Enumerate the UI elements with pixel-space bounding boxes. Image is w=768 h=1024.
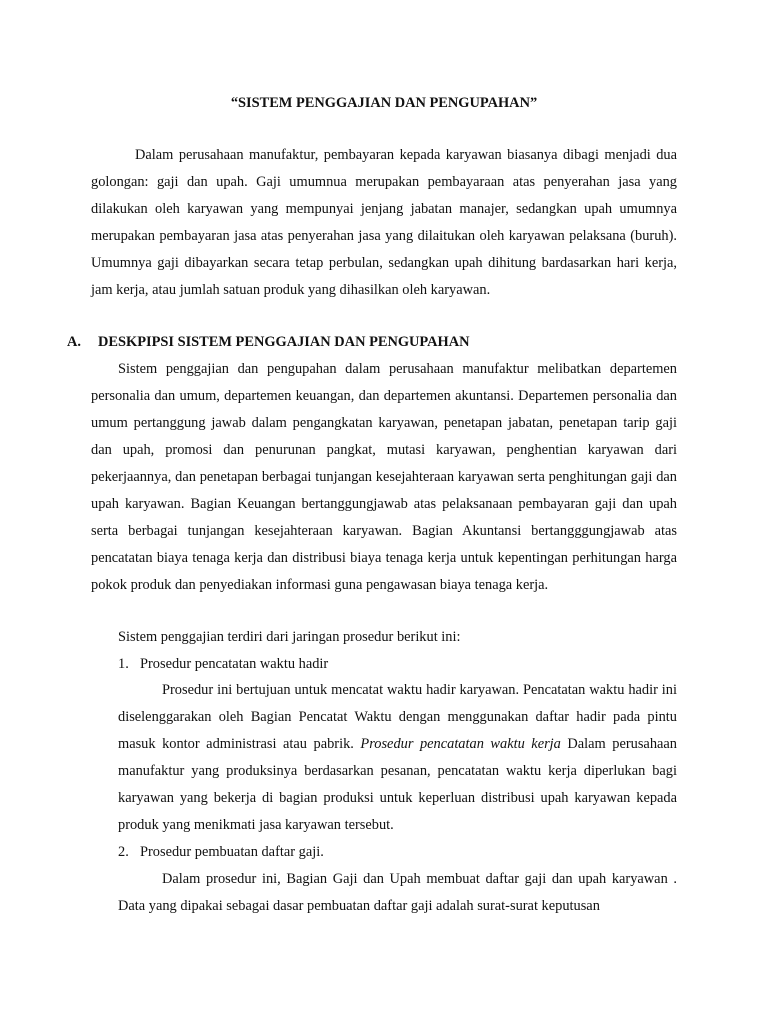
list-item-1-number: 1. [118, 656, 129, 672]
list-item-1-heading [118, 654, 328, 674]
list-item-1-text-before: Prosedur ini bertujuan untuk mencatat waktu hadir karyawan. Pencatatan waktu hadir ini diselenggarakan oleh Bagian Pencatat Waktu dengan menggunakan daftar hadir pada pintu masuk kontor administrasi atau pabrik. [118, 682, 677, 752]
list-item-1-italic-text: Prosedur pencatatan waktu kerja [360, 736, 561, 752]
intro-paragraph: Dalam perusahaan manufaktur, pembayaran kepada karyawan biasanya dibagi menjadi dua golongan: gaji dan upah. Gaji umumnua merupakan pembayaraan atas penyerahan jasa yang dilakukan oleh karyawan yang mempunyai jenjang jabatan manajer, sedangkan upah umumnya merupakan pembayaran jasa atas penyerahan jasa yang dilaitukan oleh karyawan pelaksana (buruh). Umumnya gaji dibayarkan secara tetap perbulan, sedangkan upah dihitung bardasarkan hari kerja, jam kerja, atau jumlah satuan produk yang dihasilkan oleh karyawan. [91, 147, 677, 298]
list-item-1-label: Prosedur pencatatan waktu hadir [140, 656, 329, 672]
list-item-2-heading [118, 842, 324, 862]
list-item-1-paragraph [118, 677, 677, 839]
document-title: “SISTEM PENGGAJIAN DAN PENGUPAHAN” [230, 95, 538, 111]
list-item-1-text-after: Dalam perusahaan manufaktur yang produksinya berdasarkan pesanan, pencatatan waktu kerja diperlukan bagi karyawan yang bekerja di bagian produksi untuk keperluan distribusi upah karyawan kepada produk yang menikmati jasa karyawan tersebut. [118, 736, 677, 833]
section-a-paragraph-2: Sistem penggajian terdiri dari jaringan prosedur berikut ini: [118, 629, 461, 645]
section-a-paragraph-1: Sistem penggajian dan pengupahan dalam perusahaan manufaktur melibatkan departemen personalia dan umum, departemen keuangan, dan departemen akuntansi. Departemen personalia dan umum pertanggung jawab dalam pengangkatan karyawan, penetapan jabatan, penetapan tarip gaji dan upah, promosi dan penurunan pangkat, mutasi karyawan, penghentian karyawan dari pekerjaannya, dan penetapan berbagai tunjangan kesejahteraan karyawan serta penghitungan gaji dan upah karyawan. Bagian Keuangan bertanggungjawab atas pelaksanaan pembayaran gaji dan upah serta berbagai tunjangan kesejahteraan karyawan. Bagian Akuntansi bertangggungjawab atas pencatatan biaya tenaga kerja dan distribusi biaya tenaga kerja untuk kepentingan perhitungan harga pokok produk dan penyediakan informasi guna pengawasan biaya tenaga kerja. [91, 361, 677, 593]
section-a-marker: A. [67, 334, 81, 350]
section-a-title: DESKPIPSI SISTEM PENGGAJIAN DAN PENGUPAHAN [98, 334, 470, 350]
list-item-2-paragraph: Dalam prosedur ini, Bagian Gaji dan Upah membuat daftar gaji dan upah karyawan . Data yang dipakai sebagai dasar pembuatan daftar gaji adalah surat-surat keputusan [118, 871, 677, 914]
section-a-heading [67, 332, 470, 352]
list-item-2-number: 2. [118, 844, 129, 860]
list-item-2-label: Prosedur pembuatan daftar gaji. [140, 844, 324, 860]
